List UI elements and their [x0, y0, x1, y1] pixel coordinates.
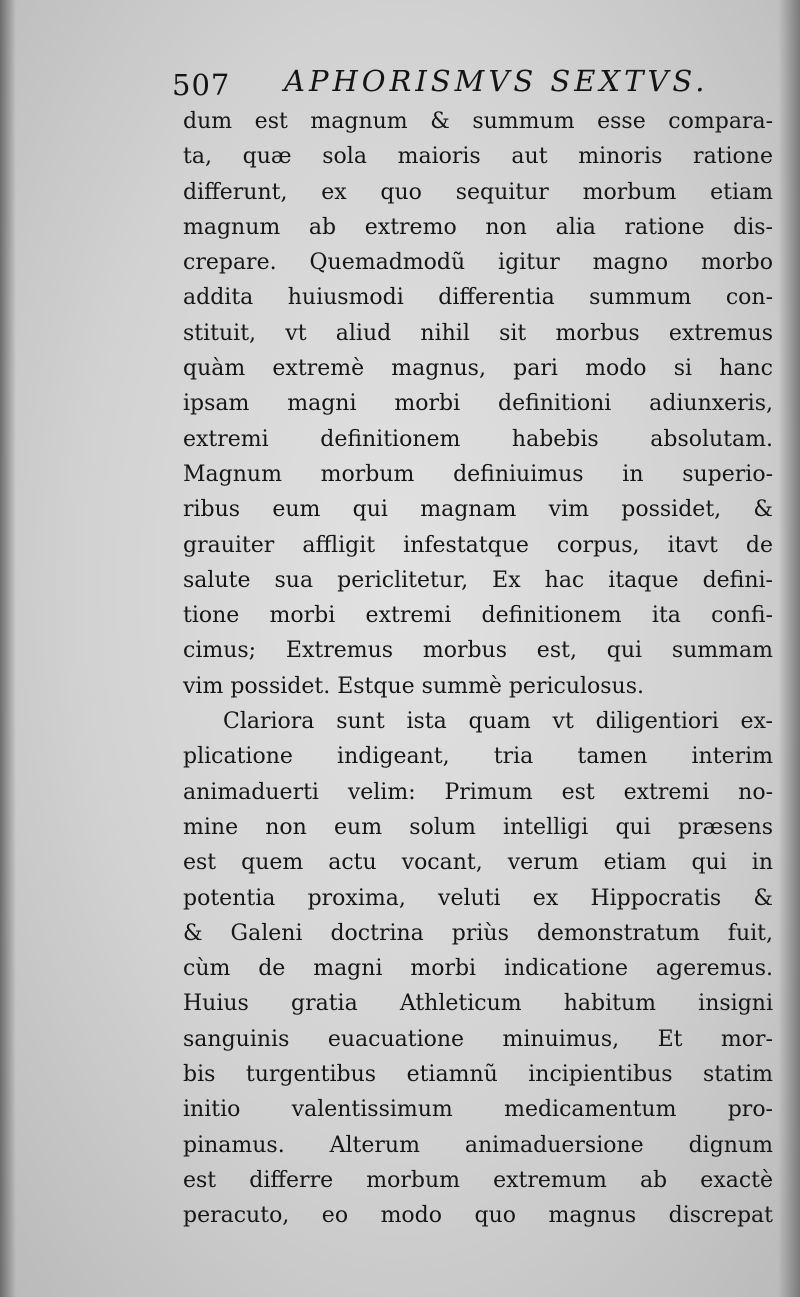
running-head: APHORISMVS SEXTVS. — [284, 64, 709, 98]
text-line: magnum ab extremo non alia ratione dis- — [183, 214, 773, 240]
text-line: bis turgentibus etiamnũ incipientibus statim — [183, 1062, 773, 1088]
text-line: differunt, ex quo sequitur morbum etiam — [183, 179, 773, 205]
text-line: ta, quæ sola maioris aut minoris ratione — [183, 144, 773, 170]
text-line: & Galeni doctrina priùs demonstratum fuit, — [183, 920, 773, 946]
text-line: extremi definitionem habebis absolutam. — [183, 426, 773, 452]
page-header — [168, 64, 768, 104]
text-line: Clariora sunt ista quam vt diligentiori ex- — [223, 709, 773, 735]
text-line: addita huiusmodi differentia summum con- — [183, 285, 773, 311]
body-text — [183, 104, 773, 1234]
text-line: grauiter affligit infestatque corpus, itavt de — [183, 532, 773, 558]
text-line: quàm extremè magnus, pari modo si hanc — [183, 356, 773, 382]
text-line: salute sua periclitetur, Ex hac itaque defini- — [183, 567, 773, 593]
text-line: ribus eum qui magnam vim possidet, & — [183, 497, 773, 523]
text-line: crepare. Quemadmodũ igitur magno morbo — [183, 250, 773, 276]
text-line: pinamus. Alterum animaduersione dignum — [183, 1132, 773, 1158]
text-line: mine non eum solum intelligi qui præsens — [183, 814, 773, 840]
text-line: vim possidet. Estque summè periculosus. — [183, 673, 645, 699]
text-line: tione morbi extremi definitionem ita confi- — [183, 603, 773, 629]
text-line: sanguinis euacuatione minuimus, Et mor- — [183, 1026, 773, 1052]
text-line: dum est magnum & summum esse compara- — [183, 109, 773, 134]
text-line: Magnum morbum definiuimus in superio- — [183, 461, 773, 487]
page-number: 507 — [172, 68, 231, 102]
text-line: cimus; Extremus morbus est, qui summam — [183, 638, 773, 664]
text-line: est quem actu vocant, verum etiam qui in — [183, 850, 773, 876]
text-line: potentia proxima, veluti ex Hippocratis & — [183, 885, 773, 911]
text-line: animaduerti velim: Primum est extremi no- — [183, 779, 773, 805]
text-line: est differre morbum extremum ab exactè — [183, 1167, 773, 1193]
text-line: ipsam magni morbi definitioni adiunxeris, — [183, 391, 773, 417]
text-line: initio valentissimum medicamentum pro- — [183, 1097, 773, 1123]
text-line: cùm de magni morbi indicatione ageremus. — [183, 956, 773, 982]
text-line: peracuto, eo modo quo magnus discrepat — [183, 1203, 773, 1229]
text-line: plicatione indigeant, tria tamen interim — [183, 744, 773, 770]
text-line: Huius gratia Athleticum habitum insigni — [183, 991, 773, 1017]
text-line: stituit, vt aliud nihil sit morbus extremus — [183, 320, 773, 346]
